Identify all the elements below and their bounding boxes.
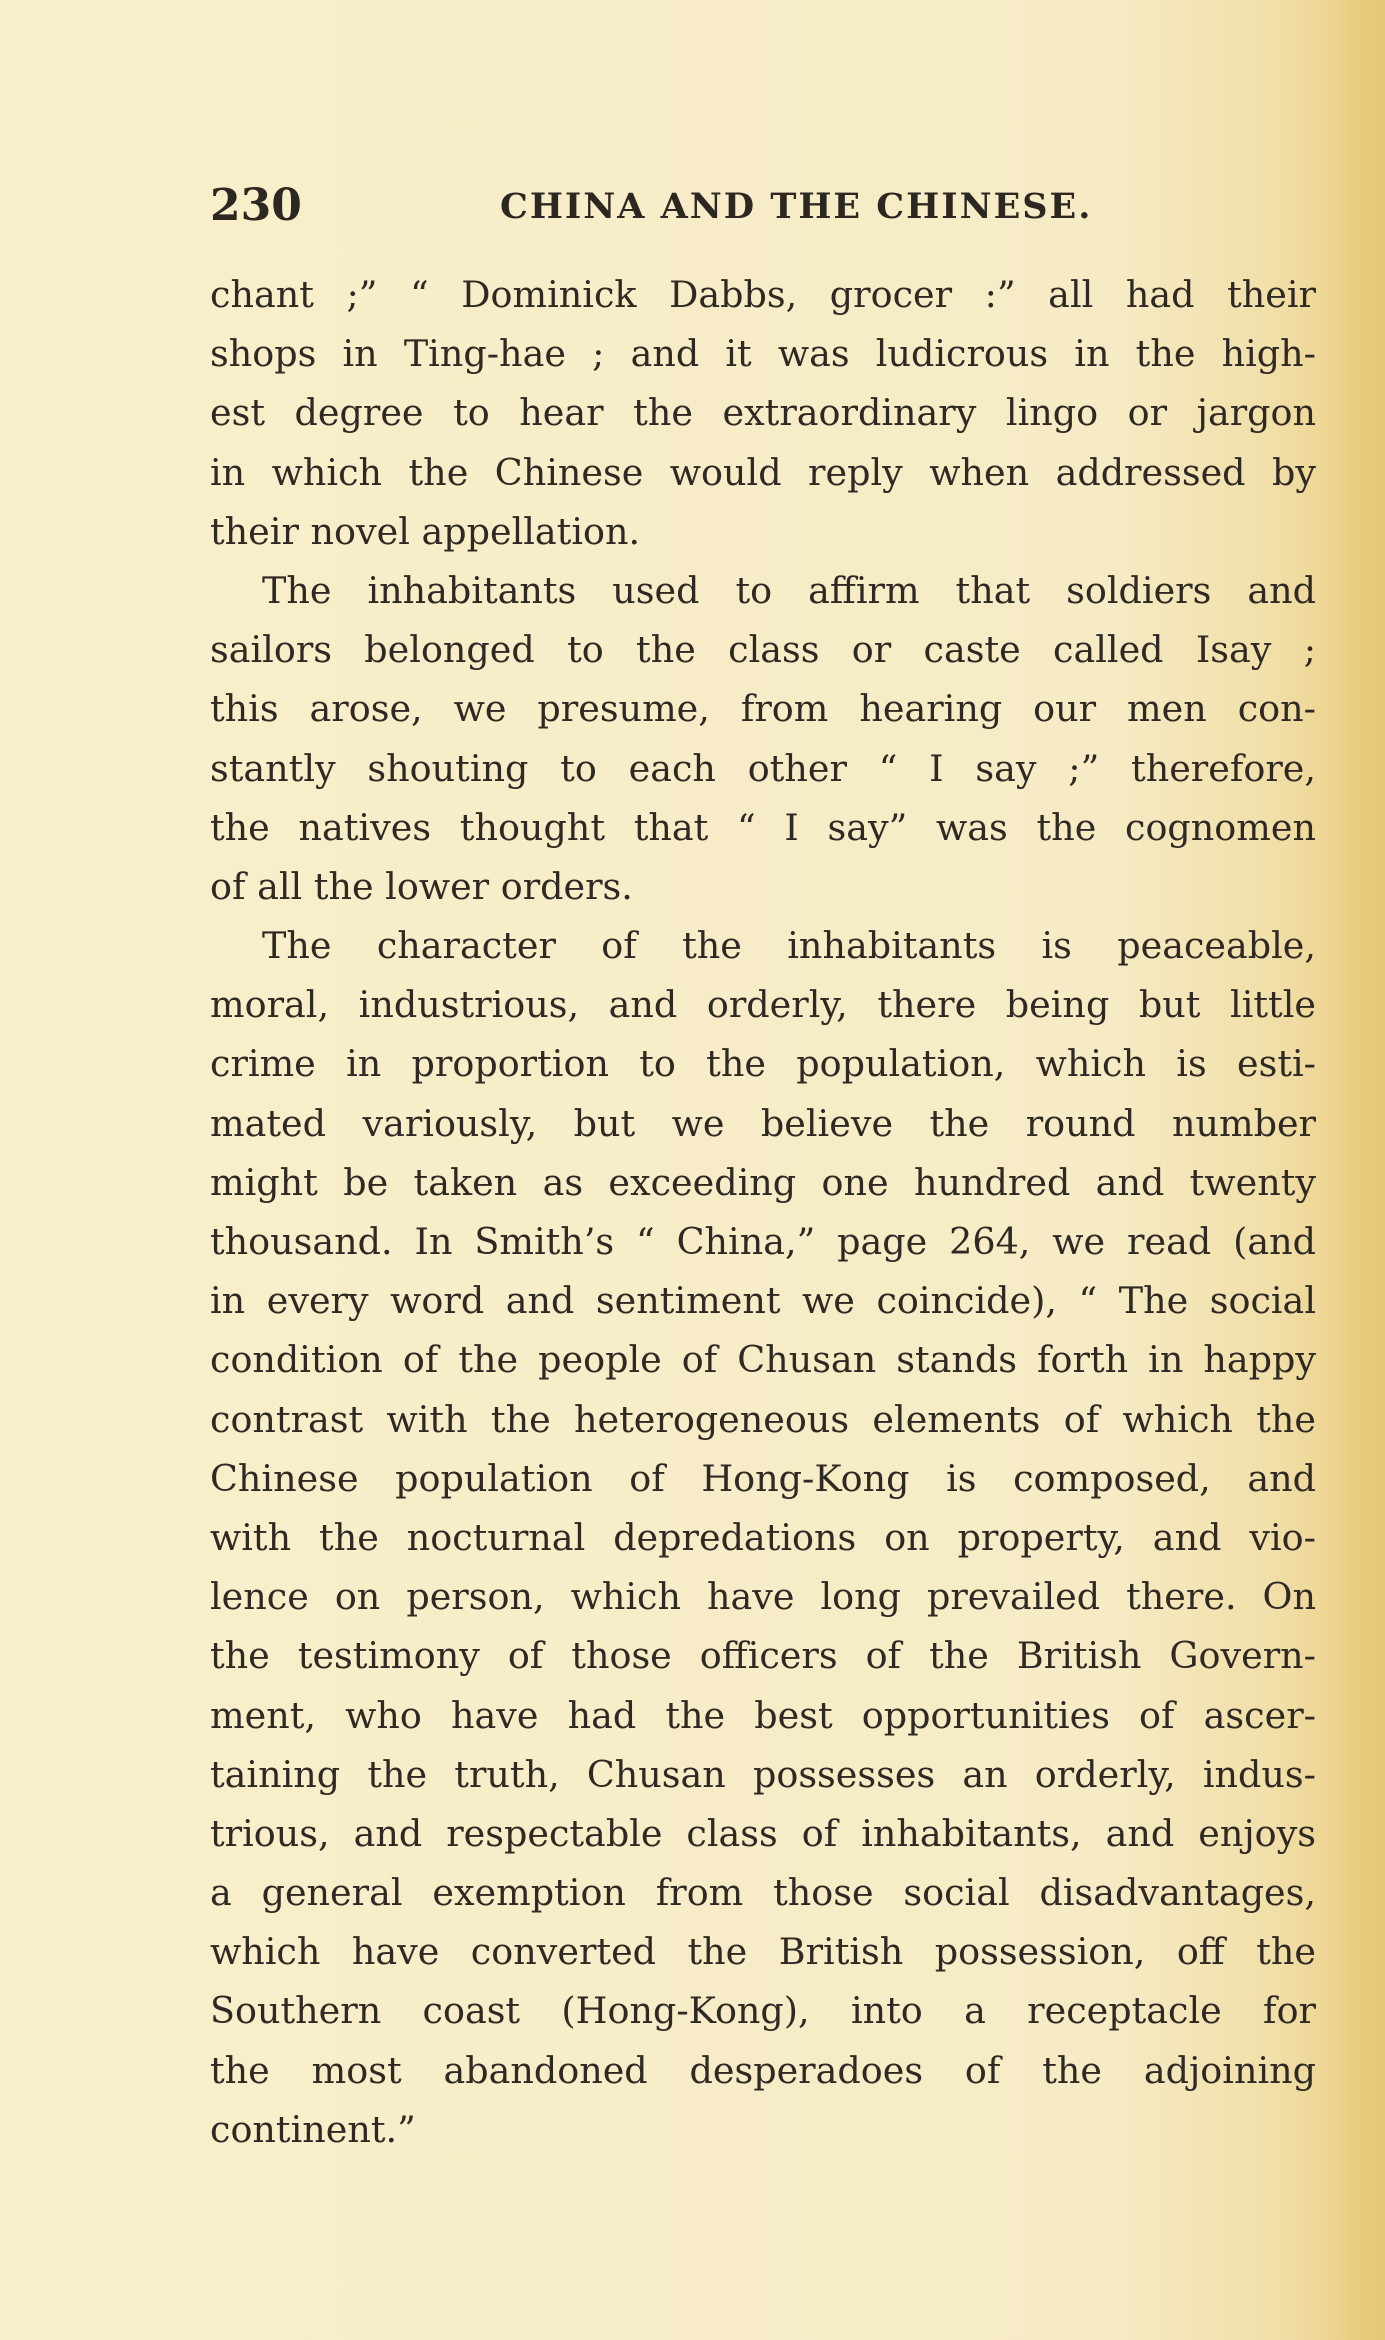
text-line: in which the Chinese would reply when addressed by <box>210 450 1316 494</box>
text-line: in every word and sentiment we coincide), “ The social <box>210 1279 1316 1323</box>
text-line: mated variously, but we believe the round number <box>210 1101 1316 1145</box>
text-line: The character of the inhabitants is peaceable, <box>262 924 1316 968</box>
text-line: condition of the people of Chusan stands forth in happy <box>210 1338 1316 1382</box>
text-line: this arose, we presume, from hearing our men con- <box>210 687 1316 731</box>
page-number: 230 <box>210 180 302 231</box>
text-line: Southern coast (Hong-Kong), into a receptacle for <box>210 1989 1316 2033</box>
page-header <box>210 180 1320 240</box>
text-line: trious, and respectable class of inhabitants, and enjoys <box>210 1811 1316 1855</box>
page-edge-shading <box>1325 0 1385 2340</box>
text-line: which have converted the British possession, off the <box>210 1930 1316 1974</box>
text-line: their novel appellation. <box>210 509 641 553</box>
text-line: est degree to hear the extraordinary lingo or jargon <box>210 391 1316 435</box>
text-line: contrast with the heterogeneous elements of which the <box>210 1397 1316 1441</box>
text-line: Chinese population of Hong-Kong is composed, and <box>210 1456 1316 1500</box>
text-line: of all the lower orders. <box>210 864 633 908</box>
text-line: continent.” <box>210 2107 416 2151</box>
text-line: with the nocturnal depredations on property, and vio- <box>210 1515 1316 1559</box>
text-line: the most abandoned desperadoes of the adjoining <box>210 2048 1316 2092</box>
text-line: the testimony of those officers of the British Govern- <box>210 1634 1316 1678</box>
text-line: crime in proportion to the population, which is esti- <box>210 1042 1316 1086</box>
running-title: CHINA AND THE CHINESE. <box>500 186 1093 227</box>
text-line: the natives thought that “ I say” was the cognomen <box>210 805 1316 849</box>
text-line: lence on person, which have long prevailed there. On <box>210 1575 1316 1619</box>
text-line: chant ;” “ Dominick Dabbs, grocer :” all had their <box>210 273 1316 316</box>
body-text <box>210 265 1316 2159</box>
text-line: stantly shouting to each other “ I say ;” therefore, <box>210 746 1316 790</box>
text-line: The inhabitants used to affirm that soldiers and <box>262 568 1316 612</box>
text-line: thousand. In Smith’s “ China,” page 264, we read (and <box>210 1220 1316 1263</box>
text-line: shops in Ting-hae ; and it was ludicrous in the high- <box>210 332 1316 376</box>
text-line: ment, who have had the best opportunities of ascer- <box>210 1693 1316 1737</box>
text-line: sailors belonged to the class or caste called Isay ; <box>210 628 1316 672</box>
text-line: taining the truth, Chusan possesses an orderly, indus- <box>210 1752 1316 1796</box>
text-line: might be taken as exceeding one hundred and twenty <box>210 1160 1316 1204</box>
text-line: a general exemption from those social disadvantages, <box>210 1871 1316 1915</box>
text-line: moral, industrious, and orderly, there being but little <box>210 983 1316 1027</box>
